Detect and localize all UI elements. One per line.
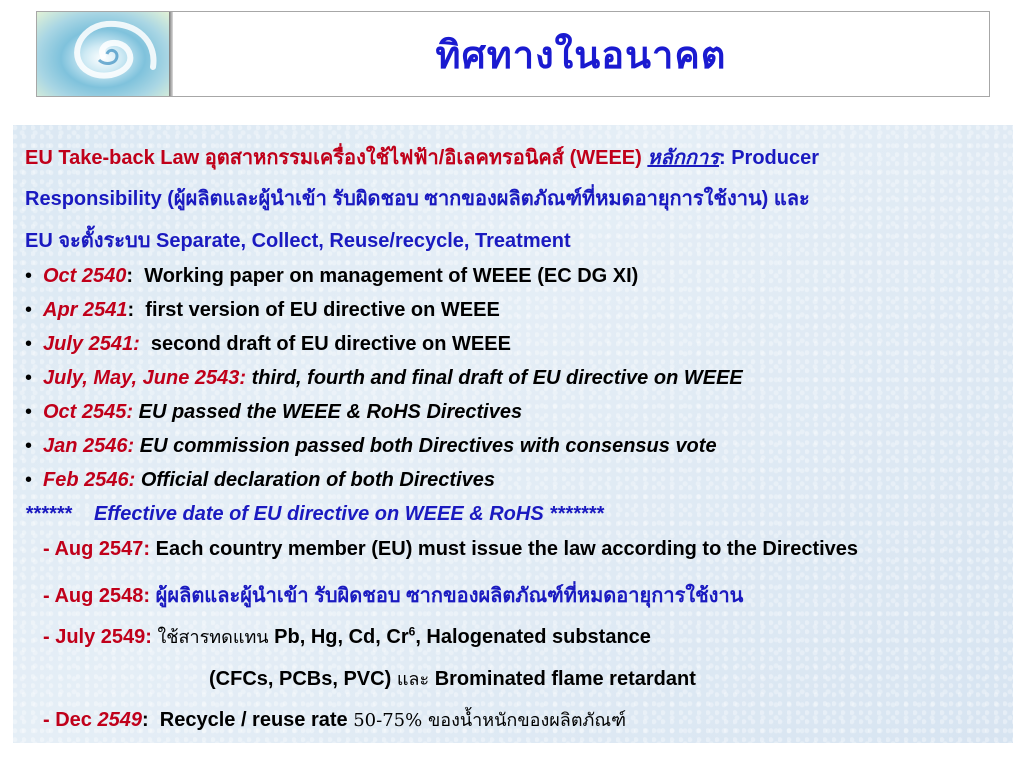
intro-law-text: EU Take-back Law อุตสาหกรรมเครื่องใช้ไฟฟ้า/อิเลคทรอนิคส์ (WEEE) bbox=[25, 147, 642, 169]
intro-line-1 bbox=[25, 141, 819, 173]
swirl-logo-icon bbox=[37, 12, 169, 96]
intro-line-3: EU จะตั้งระบบ Separate, Collect, Reuse/recycle, Treatment bbox=[25, 230, 571, 252]
bullet-icon: • bbox=[25, 333, 33, 355]
intro-line-2: Responsibility (ผู้ผลิตและผู้นำเข้า รับผิดชอบ ซากของผลิตภัณฑ์ที่หมดอายุการใช้งาน) และ bbox=[25, 188, 810, 210]
timeline-item: • Apr 2541: first version of EU directive on WEEE bbox=[25, 299, 500, 321]
timeline-item: • Oct 2540: Working paper on management of WEEE (EC DG XI) bbox=[25, 265, 639, 287]
timeline-item: • July, May, June 2543: third, fourth and final draft of EU directive on WEEE bbox=[25, 367, 743, 389]
content-panel bbox=[13, 125, 1013, 743]
timeline-item: • Feb 2546: Official declaration of both Directives bbox=[25, 469, 495, 491]
deadline-aug-2547: - Aug 2547: Each country member (EU) must issue the law according to the Directives bbox=[43, 538, 859, 560]
page-title: ทิศทางในอนาคต bbox=[435, 33, 727, 77]
bullet-icon: • bbox=[25, 265, 33, 287]
bullet-icon: • bbox=[25, 367, 33, 389]
timeline-item: • July 2541: second draft of EU directive on WEEE bbox=[25, 333, 511, 355]
intro-producer-text: : Producer bbox=[719, 147, 820, 169]
bullet-icon: • bbox=[25, 401, 33, 423]
bullet-icon: • bbox=[25, 435, 33, 457]
title-banner bbox=[36, 11, 990, 97]
deadline-aug-2548: - Aug 2548: ผู้ผลิตและผู้นำเข้า รับผิดชอบ ซากของผลิตภัณฑ์ที่หมดอายุการใช้งาน bbox=[43, 585, 744, 607]
deadline-dec-2549: - Dec 2549: Recycle / reuse rate 50-75% ของน้ำหนักของผลิตภัณฑ์ bbox=[43, 709, 627, 731]
bullet-icon: • bbox=[25, 299, 33, 321]
effective-date-line: ****** Effective date of EU directive on WEEE & RoHS ******* bbox=[25, 503, 604, 525]
bullet-icon: • bbox=[25, 469, 33, 491]
timeline-item: • Oct 2545: EU passed the WEEE & RoHS Directives bbox=[25, 401, 523, 423]
deadline-july-2549-cont: (CFCs, PCBs, PVC) และ Brominated flame retardant bbox=[209, 668, 696, 690]
timeline-item: • Jan 2546: EU commission passed both Directives with consensus vote bbox=[25, 435, 717, 457]
intro-principle-label: หลักการ bbox=[647, 147, 719, 169]
deadline-july-2549: - July 2549: ใช้สารทดแทน Pb, Hg, Cd, Cr$^6$, Halogenated substance bbox=[43, 624, 651, 648]
